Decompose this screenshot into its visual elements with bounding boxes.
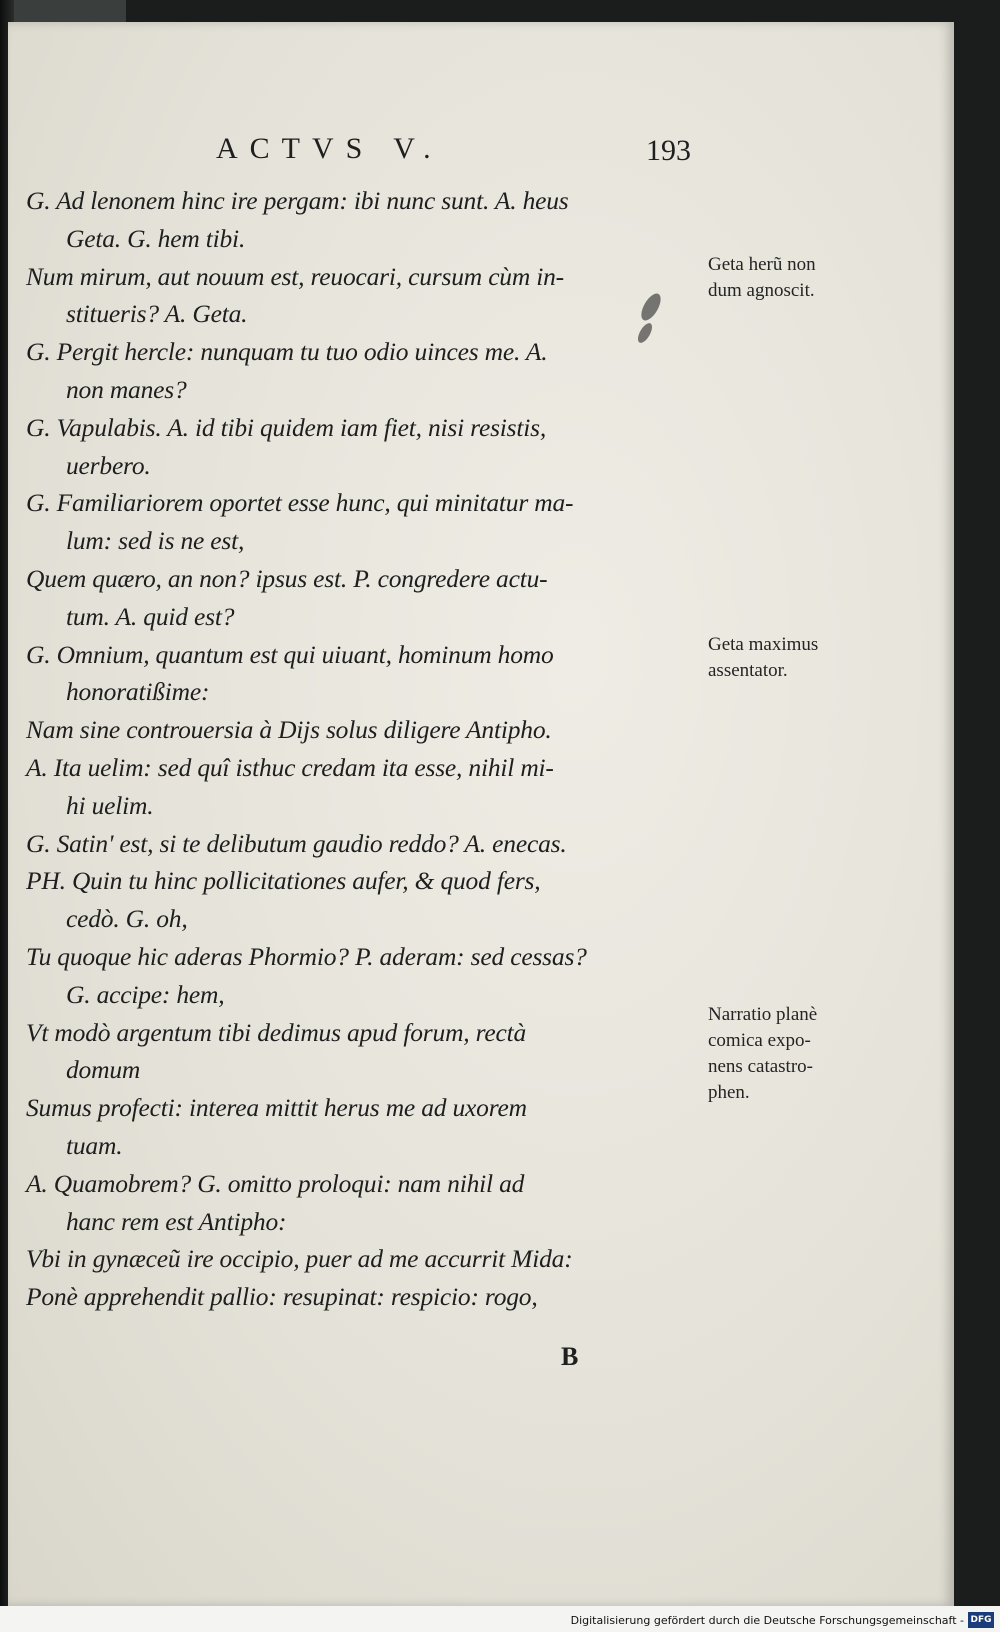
text-line: G. Omnium, quantum est qui uiuant, hominum homo bbox=[26, 639, 554, 669]
text-line: G. accipe: hem, bbox=[66, 979, 225, 1009]
marginal-note-1 bbox=[708, 252, 888, 304]
marginal-line: Narratio planè bbox=[708, 1004, 818, 1025]
text-line: Vt modò argentum tibi dedimus apud forum, rectà bbox=[26, 1017, 527, 1047]
marginal-note-2 bbox=[708, 632, 888, 684]
text-line: Geta. G. hem tibi. bbox=[66, 223, 246, 253]
text-line: hanc rem est Antipho: bbox=[66, 1206, 287, 1236]
marginal-note-3 bbox=[708, 1002, 888, 1106]
text-line: G. Vapulabis. A. id tibi quidem iam fiet, nisi resistis, bbox=[26, 412, 547, 442]
text-line: cedò. G. oh, bbox=[66, 904, 188, 934]
text-line: Tu quoque hic aderas Phormio? P. aderam: sed cessas? bbox=[26, 941, 587, 971]
text-line: A. Quamobrem? G. omitto proloqui: nam nihil ad bbox=[26, 1168, 525, 1198]
play-text bbox=[26, 182, 706, 1316]
text-line: tum. A. quid est? bbox=[66, 601, 235, 631]
marginal-line: Geta herũ non bbox=[708, 254, 816, 275]
page-header bbox=[8, 132, 954, 172]
marginal-line: nens catastro- bbox=[708, 1056, 813, 1077]
digitization-credit: Digitalisierung gefördert durch die Deutsche Forschungsgemeinschaft - bbox=[570, 1614, 964, 1627]
text-line: stitueris? A. Geta. bbox=[66, 299, 248, 329]
footer-bar bbox=[0, 1606, 1000, 1632]
text-line: Num mirum, aut nouum est, reuocari, cursum cùm in- bbox=[26, 261, 564, 291]
text-line: hi uelim. bbox=[66, 790, 154, 820]
text-line: Quem quæro, an non? ipsus est. P. congredere actu- bbox=[26, 563, 548, 593]
text-line: uerbero. bbox=[66, 450, 151, 480]
marginal-line: comica expo- bbox=[708, 1030, 811, 1051]
dfg-logo: DFG bbox=[968, 1612, 994, 1628]
text-line: A. Ita uelim: sed quî isthuc credam ita esse, nihil mi- bbox=[26, 752, 554, 782]
marginal-line: assentator. bbox=[708, 660, 788, 681]
running-title: ACTVS V. bbox=[216, 132, 443, 165]
book-page bbox=[8, 22, 954, 1606]
text-line: G. Familiariorem oportet esse hunc, qui minitatur ma- bbox=[26, 488, 574, 518]
text-line: Nam sine controuersia à Dijs solus diligere Antipho. bbox=[26, 715, 552, 745]
text-line: Sumus profecti: interea mittit herus me ad uxorem bbox=[26, 1093, 527, 1123]
text-line: domum bbox=[66, 1055, 141, 1085]
text-line: Ponè apprehendit pallio: resupinat: respicio: rogo, bbox=[26, 1282, 538, 1312]
text-line: honoratißime: bbox=[66, 677, 210, 707]
text-line: tuam. bbox=[66, 1130, 123, 1160]
text-line: PH. Quin tu hinc pollicitationes aufer, & quod fers, bbox=[26, 866, 541, 896]
page-number: 193 bbox=[646, 134, 691, 167]
text-line: Vbi in gynæceũ ire occipio, puer ad me accurrit Mida: bbox=[26, 1244, 573, 1274]
text-line: G. Satin' est, si te delibutum gaudio reddo? A. enecas. bbox=[26, 828, 567, 858]
text-line: non manes? bbox=[66, 374, 187, 404]
text-line: lum: sed is ne est, bbox=[66, 526, 245, 556]
signature-mark: B bbox=[561, 1342, 579, 1371]
marginal-line: phen. bbox=[708, 1082, 750, 1103]
text-line: G. Ad lenonem hinc ire pergam: ibi nunc sunt. A. heus bbox=[26, 186, 569, 215]
marginal-line: Geta maximus bbox=[708, 634, 819, 655]
marginal-line: dum agnoscit. bbox=[708, 280, 815, 301]
text-line: G. Pergit hercle: nunquam tu tuo odio uinces me. A. bbox=[26, 337, 548, 367]
